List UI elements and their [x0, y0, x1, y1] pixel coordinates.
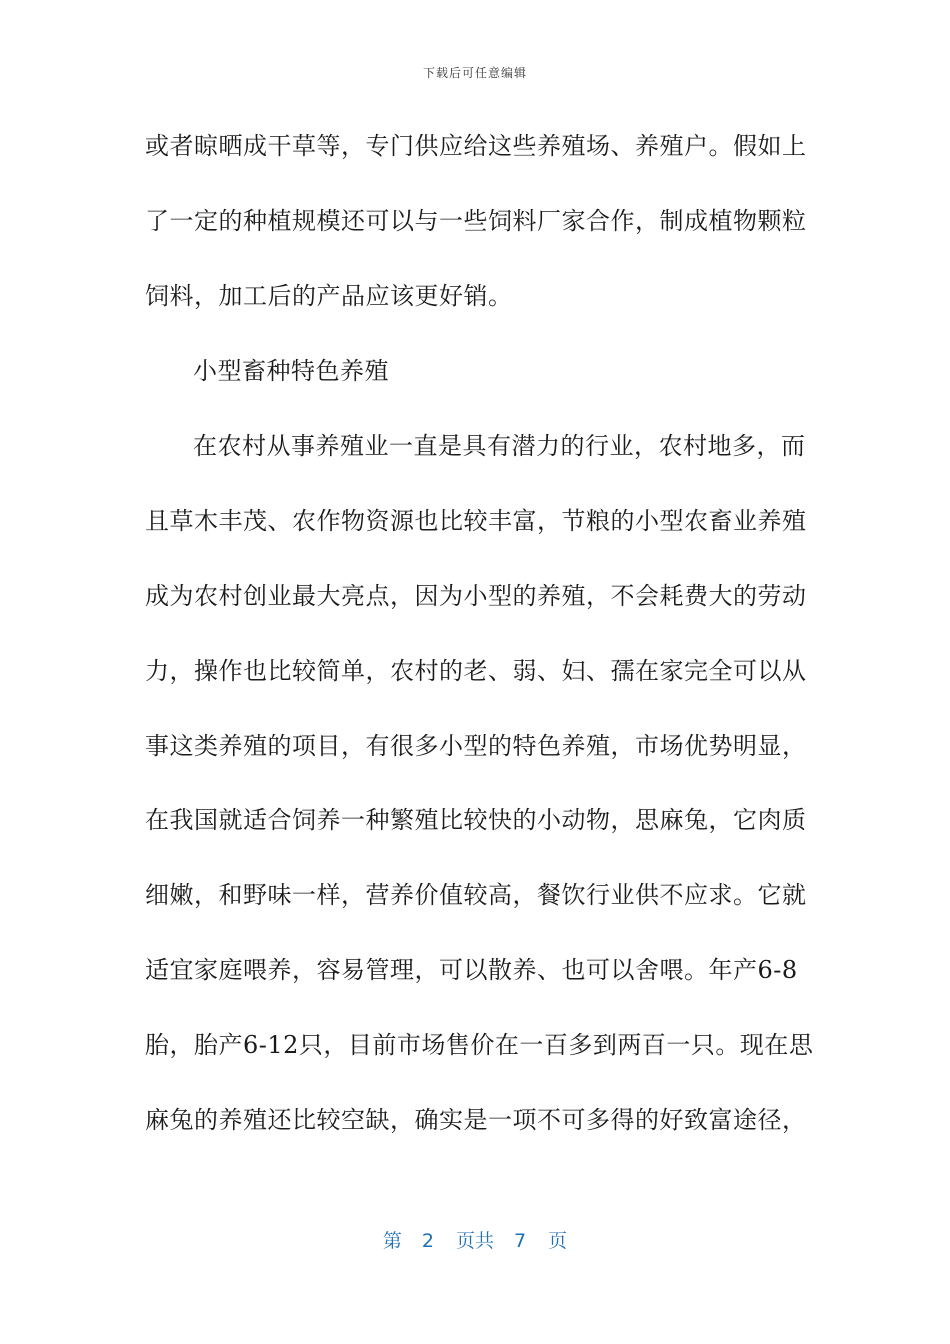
text-line: 成为农村创业最大亮点，因为小型的养殖，不会耗费大的劳动 — [145, 582, 807, 610]
section-heading: 小型畜种特色养殖 — [193, 357, 389, 385]
footer-suffix: 页 — [548, 1230, 568, 1252]
text-line: 胎，胎产6-12只，目前市场售价在一百多到两百一只。现在思 — [145, 1031, 814, 1059]
text-line: 事这类养殖的项目，有很多小型的特色养殖，市场优势明显， — [145, 732, 807, 760]
page-footer — [0, 1226, 950, 1253]
text-line: 细嫩，和野味一样，营养价值较高，餐饮行业供不应求。它就 — [145, 881, 807, 909]
text-line: 麻兔的养殖还比较空缺，确实是一项不可多得的好致富途径， — [145, 1106, 807, 1134]
text-line: 且草木丰茂、农作物资源也比较丰富，节粮的小型农畜业养殖 — [145, 507, 807, 535]
text-line: 了一定的种植规模还可以与一些饲料厂家合作，制成植物颗粒 — [145, 207, 807, 235]
text-line: 或者晾晒成干草等，专门供应给这些养殖场、养殖户。假如上 — [145, 132, 807, 160]
text-line: 力，操作也比较简单，农村的老、弱、妇、孺在家完全可以从 — [145, 657, 807, 685]
footer-page-number: 2 — [421, 1230, 434, 1252]
text-line: 在我国就适合饲养一种繁殖比较快的小动物，思麻兔，它肉质 — [145, 806, 807, 834]
text-line: 适宜家庭喂养，容易管理，可以散养、也可以舍喂。年产6-8 — [145, 956, 798, 984]
footer-total-pages: 7 — [514, 1230, 527, 1252]
text-line: 饲料，加工后的产品应该更好销。 — [145, 282, 513, 310]
text-line: 在农村从事养殖业一直是具有潜力的行业，农村地多，而 — [193, 432, 806, 460]
footer-middle: 页共 — [455, 1230, 494, 1252]
footer-prefix: 第 — [382, 1230, 402, 1252]
page-header: 下载后可任意编辑 — [422, 66, 527, 80]
